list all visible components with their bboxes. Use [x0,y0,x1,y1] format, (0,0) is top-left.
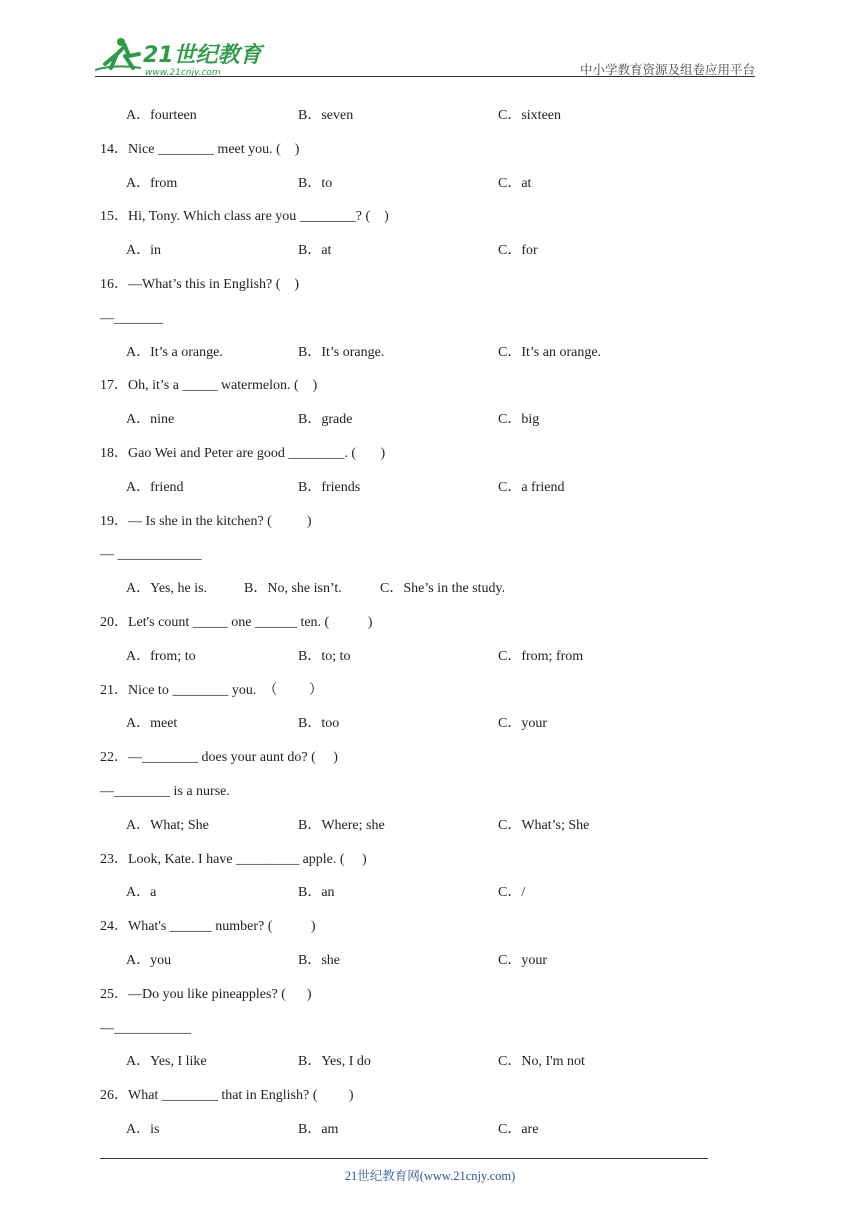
logo-21cnjy [95,34,265,78]
option-a: A．from; to [126,648,196,664]
question-text: 16．—What’s this in English? ( ) [100,277,300,292]
option-c: C．a friend [498,479,565,495]
footer-text: 21世纪教育网(www.21cnjy.com) [344,1169,516,1183]
option-c: C．She’s in the study. [380,581,506,597]
option-b: B．seven [298,108,354,123]
question-text: 24．What's ______ number? ( ) [100,919,316,935]
option-b: B．friends [298,479,361,495]
answer-blank: —_______ [100,310,163,326]
option-c: C．your [498,716,547,732]
question-text: 20．Let's count _____ one ______ ten. ( ) [100,615,373,630]
option-b: B．No, she isn’t. [244,581,342,597]
question-text: 15．Hi, Tony. Which class are you ________? ( ) [100,209,389,225]
logo-url-text: www.21cnjy.com [145,68,221,78]
option-b: B．she [298,953,340,968]
question-text: 14．Nice ________ meet you. ( ) [100,141,300,157]
option-b: B．an [298,885,335,901]
option-c: C．are [498,1122,539,1137]
option-a: A．fourteen [126,108,197,123]
option-a: A．What; She [126,817,209,833]
option-a: A．It’s a orange. [126,344,223,360]
option-c: C．big [498,412,540,428]
option-b: B．It’s orange. [298,344,385,360]
option-c: C．sixteen [498,108,561,123]
answer-blank: —________ is a nurse. [100,784,230,799]
option-a: A．is [126,1122,160,1137]
option-c: C．It’s an orange. [498,344,602,360]
option-b: B．too [298,716,340,732]
option-a: A．you [126,953,172,968]
question-text: 26．What ________ that in English? ( ) [100,1088,354,1104]
option-a: A．nine [126,412,175,428]
option-b: B．Where; she [298,817,385,833]
option-c: C．for [498,243,538,259]
option-c: C．What’s; She [498,817,590,833]
header-divider [95,76,755,77]
option-b: B．am [298,1122,339,1137]
option-c: C．/ [498,885,526,901]
page-header [95,30,755,78]
option-a: A．from [126,175,178,191]
question-text: 17．Oh, it’s a _____ watermelon. ( ) [100,378,318,394]
option-c: C．No, I'm not [498,1054,585,1070]
option-c: C．your [498,953,547,968]
option-a: A．Yes, I like [126,1054,207,1070]
option-b: B．to; to [298,648,351,664]
option-c: C．at [498,175,532,191]
question-text: 18．Gao Wei and Peter are good ________. ( ) [100,446,386,461]
question-text: 25．—Do you like pineapples? ( ) [100,986,312,1002]
option-a: A．Yes, he is. [126,581,208,597]
option-a: A．a [126,885,157,901]
question-text: 19．— Is she in the kitchen? ( ) [100,513,312,529]
answer-blank: — ____________ [100,547,202,563]
option-c: C．from; from [498,648,584,664]
option-a: A．meet [126,716,178,732]
footer-divider [100,1158,708,1159]
header-platform-text: 中小学教育资源及组卷应用平台 [579,62,755,77]
option-b: B．grade [298,412,353,428]
option-b: B．Yes, I do [298,1054,371,1070]
answer-blank: —___________ [100,1020,191,1036]
option-b: B．at [298,243,332,259]
option-b: B．to [298,175,333,191]
question-text: 23．Look, Kate. I have _________ apple. ( ) [100,851,367,867]
question-text: 21．Nice to ________ you. （ ） [100,682,323,698]
option-a: A．friend [126,479,184,495]
question-text: 22．—________ does your aunt do? ( ) [100,750,338,766]
option-a: A．in [126,243,161,259]
logo-text: 21世纪教育 [143,43,262,68]
runner-icon [95,38,141,70]
